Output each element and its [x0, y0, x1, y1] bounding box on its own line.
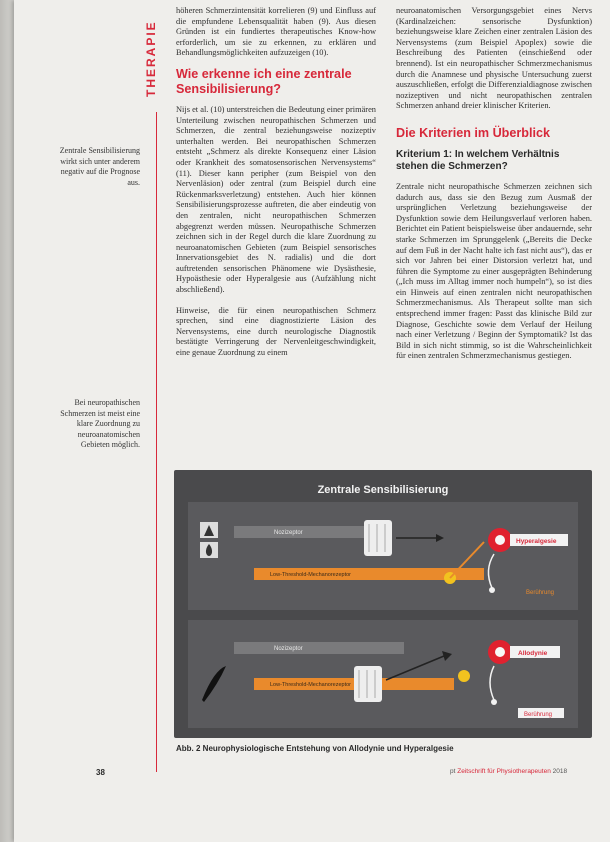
red-vertical-rule — [156, 112, 157, 772]
label-nociceptor-top: Nozizeptor — [274, 530, 303, 536]
paragraph-hinweise: Hinweise, die für einen neuropathischen Schmerz sprechen, sind eine diagnostizierte Läsion des Nervensystems, eine durch neurologische Diagnostik bestätigte Verringerung der Nervenleitgeschwindigkeit, eine genaue Zuordnung zu einem — [176, 305, 376, 358]
label-hyperalgesia: Hyperalgesie — [516, 538, 557, 545]
paragraph-continuation: neuroanatomischen Versorgungsgebiet eines Nervs (Kardinalzeichen: sensorische Dysfunktion) beziehungsweise klare Zeichen einer zentralen Läsion des Nervensystems (zum Beispiel Apoplex) sowie die Beschreibung des Patienten (einschießend oder brennend). Ist ein neuropathischer Schmerzmechanismus durch die Anamnese und physische Untersuchung zuerst auszuschließen, erfolgt die Differenzialdiagnose zwischen nozizeptiven und nicht neuropathischen zentralen Schmerzen anhand dreier klinischer Kriterien. — [396, 6, 592, 111]
footer-prefix: pt — [450, 768, 456, 775]
page-number: 38 — [96, 768, 105, 777]
footer-journal: Zeitschrift für Physiotherapeuten — [457, 768, 551, 775]
band-nociceptor-top — [234, 526, 384, 538]
spinal-cord-bottom — [354, 666, 382, 702]
figure-illustration — [174, 470, 592, 738]
paragraph-intro: höheren Schmerzintensität korrelieren (9) und Einfluss auf die empfundene Lebensqualität haben (9). Aus diesen Gründen ist ein fundiertes therapeutisches Know-how erforderlich, um sie zu erkennen, zu erklären und Behandlungsmöglichkeiten aufzuzeigen (10). — [176, 6, 376, 58]
label-allodynia: Allodynie — [518, 650, 548, 657]
paragraph-nijs: Nijs et al. (10) unterstreichen die Bedeutung einer primären Unterteilung zwischen neuropathischen Schmerzen und Schmerzen, die zentral beziehungsweise nozizeptiv unterhalten werden. Bei neuropathischen Schmerzen entsteht „Schmerz als direkte Konsequenz einer Läsion oder Krankheit des somatosensorischen Nervensystems“ (11). Dieser kann peripher (zum Beispiel von den Nervenläsion) oder zentral (zum Beispiel durch eine Rückenmarksverletzung) entstehen. Auch hier können Sensibilisierungsprozesse auftreten, die aber eindeutig von den zentralen, nicht neuropathischen Schmerzen abgegrenzt werden müssen. Neuropathische Schmerzen zeichnen sich in der Regel durch die klare Zuordnung zu neuroanatomischen Gebieten (zum Beispiel sensorisches Innervationsgebiet des N. radialis) und die dort auftretenden sensorischen Phänomene wie Dysästhesie, Hypoästhesie oder Hyperalgesie aus (Aufzählung nicht abschließend). — [176, 104, 376, 295]
pin-stimulus-icon — [200, 522, 218, 538]
figure-central-sensitization — [174, 470, 592, 738]
label-touch-top: Berührung — [526, 590, 555, 596]
yellow-spark-bottom — [458, 670, 470, 682]
heading-kriterien: Die Kriterien im Überblick — [396, 125, 550, 140]
label-mechanoreceptor-top: Low-Threshold-Mechanorezeptor — [270, 572, 352, 578]
column-right — [396, 6, 592, 362]
band-nociceptor-bottom — [234, 642, 404, 654]
label-mechanoreceptor-bottom: Low-Threshold-Mechanorezeptor — [270, 682, 352, 688]
section-label: THERAPIE — [144, 20, 158, 97]
page-footer — [450, 768, 567, 775]
subheading-kriterium-1: Kriterium 1: In welchem Verhältnis stehen die Schmerzen? — [396, 148, 560, 173]
flame-stimulus-icon — [200, 542, 218, 558]
figure-title: Zentrale Sensibilisierung — [317, 484, 449, 496]
pull-quote-2: Bei neuropathischen Schmerzen ist meist eine klare Zuordnung zu neuroanatomischen Gebieten möglich. — [60, 398, 140, 449]
paragraph-kriterium-1: Zentrale nicht neuropathische Schmerzen zeichnen sich dadurch aus, dass sie den Bezug zum Ausmaß der ursprünglichen Verletzung beziehungsweise der Dysfunktion sowie dem Heilungsverlauf verloren haben. Berichtet ein Patient beispielsweise über andauernde, sehr starke Schmerzen im Sprunggelenk („Bereits die Decke auf dem Fuß in der Nacht halte ich fast nicht aus“), das er sich vor Jahren bei einer Distorsion verletzt hat, und führen die Symptome zu einer ausgeprägten Behinderung („Ich muss im Alltag immer noch humpeln“), so ist dies ein Hinweis auf einen zentralen nicht neuropathischen Schmerzmechanismus. Als Therapeut sollte man sich entsprechend immer fragen: Passt das klinische Bild zur Diagnose, Geschichte sowie dem Verlauf der Heilung nach einer Verletzung / Beginn der Symptomatik? Ist das Bild in sich nicht stimmig, so ist die Wahrscheinlichkeit für einen zentralen Schmerzmechanismus gestiegen. — [396, 181, 592, 361]
footer-issue: 2018 — [552, 768, 568, 775]
heading-zentrale-sensibilisierung: Wie erkenne ich eine zentrale Sensibilisierung? — [176, 66, 352, 96]
pull-quote-1: Zentrale Sensibilisierung wirkt sich unter anderem negativ auf die Prognose aus. — [59, 146, 140, 187]
spinal-cord-top — [364, 520, 392, 556]
figure-caption: Abb. 2 Neurophysiologische Entstehung von Allodynie und Hyperalgesie — [176, 744, 454, 753]
column-left — [176, 6, 376, 359]
label-touch-bottom: Berührung — [524, 712, 553, 718]
label-nociceptor-bottom: Nozizeptor — [274, 646, 303, 652]
